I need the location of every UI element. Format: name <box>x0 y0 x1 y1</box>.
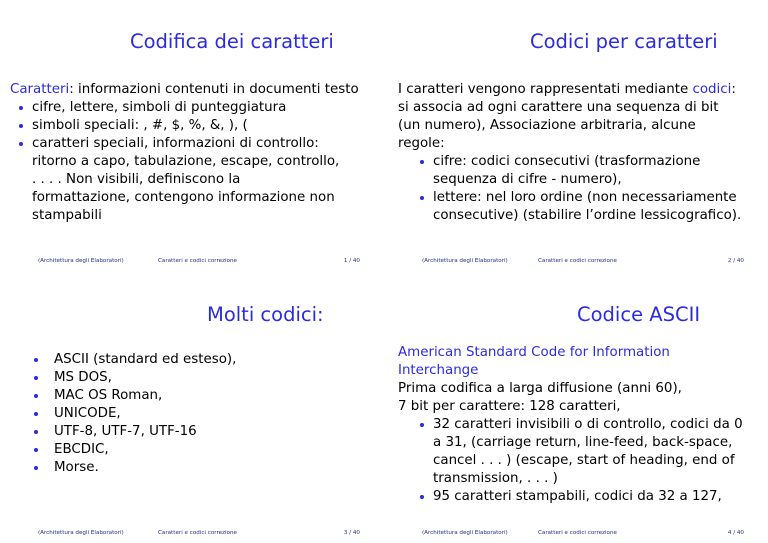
text-line: 7 bit per carattere: 128 caratteri, <box>398 399 621 414</box>
intro-text: : informazioni contenuti in documenti testo <box>69 82 359 97</box>
list-item: simboli speciali: , #, $, %, &, ), ( <box>10 117 380 135</box>
footer-topic: Caratteri e codici correzione <box>538 530 617 536</box>
slide-title: Codice ASCII <box>577 303 701 326</box>
footer-author: (Architettura degli Elaboratori) <box>38 530 124 536</box>
footer-topic: Caratteri e codici correzione <box>538 258 617 264</box>
bullet-list <box>411 416 763 506</box>
list-item: UTF-8, UTF-7, UTF-16 <box>34 423 374 441</box>
bullet-list <box>10 99 380 225</box>
slide-body <box>34 351 374 477</box>
list-item: 95 caratteri stampabili, codici da 32 a 127, <box>411 488 763 506</box>
list-item: MAC OS Roman, <box>34 387 374 405</box>
list-item: cifre, lettere, simboli di punteggiatura <box>10 99 380 117</box>
footer-page-number: 4 / 40 <box>727 530 744 536</box>
footer-page-number: 2 / 40 <box>727 258 744 264</box>
bullet-list <box>34 351 374 477</box>
intro-line <box>10 81 380 99</box>
slide-title: Codici per caratteri <box>530 30 718 53</box>
slide-title: Molti codici: <box>207 303 324 326</box>
list-item: lettere: nel loro ordine (non necessariamente consecutive) (stabilire l’ordine lessicografico). <box>411 189 753 225</box>
bullet-list <box>411 153 763 225</box>
acronym-expansion: American Standard Code for Information Interchange <box>398 345 670 378</box>
list-item: UNICODE, <box>34 405 374 423</box>
footer-author: (Architettura degli Elaboratori) <box>38 258 124 264</box>
slide-1 <box>0 0 384 271</box>
footer-author: (Architettura degli Elaboratori) <box>422 258 508 264</box>
footer-author: (Architettura degli Elaboratori) <box>422 530 508 536</box>
list-item: Morse. <box>34 459 374 477</box>
footer-page-number: 1 / 40 <box>343 258 360 264</box>
list-item: EBCDIC, <box>34 441 374 459</box>
list-item: MS DOS, <box>34 369 374 387</box>
intro-text: : si associa ad ogni carattere una sequenza di bit (un numero), Associazione arbitraria, alcune regole: <box>398 82 736 151</box>
intro-line <box>398 81 743 153</box>
slide-body <box>398 344 763 506</box>
slide-body <box>398 81 763 225</box>
list-item: caratteri speciali, informazioni di controllo: ritorno a capo, tabulazione, escape, controllo, . . . . Non visibili, definiscono la formattazione, contengono informazione non stampabili <box>10 135 342 225</box>
slide-4 <box>384 272 768 543</box>
intro-term: Caratteri <box>10 82 70 97</box>
slide-2 <box>384 0 768 271</box>
footer-topic: Caratteri e codici correzione <box>158 530 237 536</box>
intro-term: codici <box>692 82 732 97</box>
slide-3 <box>0 272 384 543</box>
slide-body <box>10 81 380 225</box>
footer-topic: Caratteri e codici correzione <box>158 258 237 264</box>
list-item: ASCII (standard ed esteso), <box>34 351 374 369</box>
list-item: cifre: codici consecutivi (trasformazione sequenza di cifre - numero), <box>411 153 703 189</box>
text-line: Prima codifica a larga diffusione (anni 60), <box>398 381 682 396</box>
footer-page-number: 3 / 40 <box>343 530 360 536</box>
list-item: 32 caratteri invisibili o di controllo, codici da 0 a 31, (carriage return, line-feed, back-space, cancel . . . ) (escape, start of heading, end of transmission, . . . ) <box>411 416 751 488</box>
intro-text: I caratteri vengono rappresentati mediante <box>398 82 693 97</box>
slide-title: Codifica dei caratteri <box>130 30 334 53</box>
